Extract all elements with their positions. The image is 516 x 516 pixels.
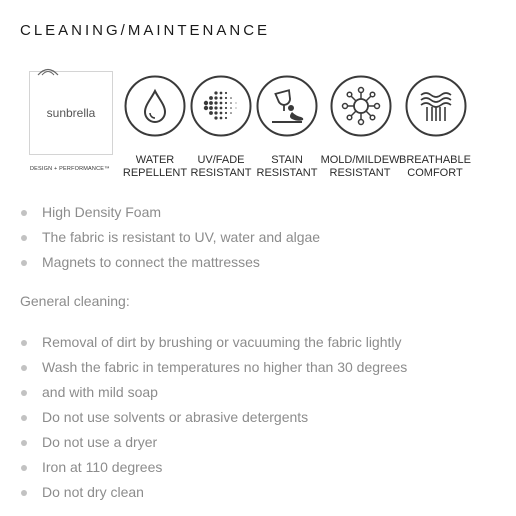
fade-dot	[204, 101, 208, 105]
fade-dot	[220, 102, 223, 105]
page-title: CLEANING/MAINTENANCE	[20, 22, 271, 39]
general-cleaning-heading: General cleaning:	[20, 293, 130, 309]
fade-dot	[220, 107, 223, 110]
logo-tagline: DESIGN + PERFORMANCE™	[30, 166, 110, 172]
list-item: Do not use solvents or abrasive detergents	[20, 405, 407, 430]
fade-dot	[225, 117, 227, 119]
fade-dot	[235, 102, 236, 103]
fade-dot	[235, 107, 236, 108]
list-item: The fabric is resistant to UV, water and algae	[20, 225, 320, 250]
breathable-waves-icon	[405, 75, 467, 137]
fade-dot	[220, 117, 223, 120]
fade-dot	[230, 112, 232, 114]
list-item: Iron at 110 degrees	[20, 455, 407, 480]
list-item: High Density Foam	[20, 200, 320, 225]
fade-dot	[214, 101, 217, 104]
fade-dot	[214, 111, 217, 114]
list-item: and with mild soap	[20, 380, 407, 405]
logo-text: sunbrella	[46, 106, 96, 120]
list-item: Removal of dirt by brushing or vacuuming the fabric lightly	[20, 330, 407, 355]
stain-glass-icon	[256, 75, 318, 137]
bullet-icon	[21, 390, 27, 396]
fade-dot	[220, 97, 223, 100]
bullet-icon	[21, 340, 27, 346]
feature-label-breathable: BREATHABLE COMFORT	[399, 154, 471, 179]
cleaning-list	[20, 330, 407, 505]
bullet-icon	[21, 235, 27, 241]
feature-label-stain: STAIN RESISTANT	[256, 154, 318, 179]
fade-dot	[230, 97, 232, 99]
fade-dot	[225, 97, 227, 99]
fade-dot	[225, 112, 227, 114]
fade-dot	[225, 92, 227, 94]
list-item: Do not use a dryer	[20, 430, 407, 455]
fade-dot	[204, 106, 208, 110]
fade-dot	[209, 101, 213, 105]
bullet-icon	[21, 260, 27, 266]
fade-dot	[209, 96, 213, 100]
feature-label-water: WATER REPELLENT	[122, 154, 188, 179]
mold-molecule-icon	[330, 75, 392, 137]
fade-dot	[230, 102, 232, 104]
fade-dot	[209, 111, 213, 115]
logo-sun-icon	[35, 66, 61, 76]
fade-dot	[225, 102, 227, 104]
sunbrella-logo	[29, 71, 113, 155]
feature-label-uv: UV/FADE RESISTANT	[190, 154, 252, 179]
bullet-icon	[21, 365, 27, 371]
fade-dot	[225, 107, 227, 109]
list-item: Do not dry clean	[20, 480, 407, 505]
bullet-icon	[21, 415, 27, 421]
fade-dot	[209, 106, 213, 110]
properties-list	[20, 200, 320, 275]
water-drop-icon	[124, 75, 186, 137]
fade-dot	[230, 107, 232, 109]
list-item: Magnets to connect the mattresses	[20, 250, 320, 275]
fade-dot	[220, 92, 223, 95]
fade-dot	[220, 112, 223, 115]
list-item: Wash the fabric in temperatures no higher than 30 degrees	[20, 355, 407, 380]
uv-fade-dots-icon	[190, 75, 252, 137]
fade-dot	[214, 96, 217, 99]
fade-dot	[214, 116, 217, 119]
fade-dot	[214, 91, 217, 94]
bullet-icon	[21, 440, 27, 446]
bullet-icon	[21, 490, 27, 496]
bullet-icon	[21, 210, 27, 216]
feature-label-mold: MOLD/MILDEW RESISTANT	[320, 154, 400, 179]
bullet-icon	[21, 465, 27, 471]
fade-dot	[214, 106, 217, 109]
